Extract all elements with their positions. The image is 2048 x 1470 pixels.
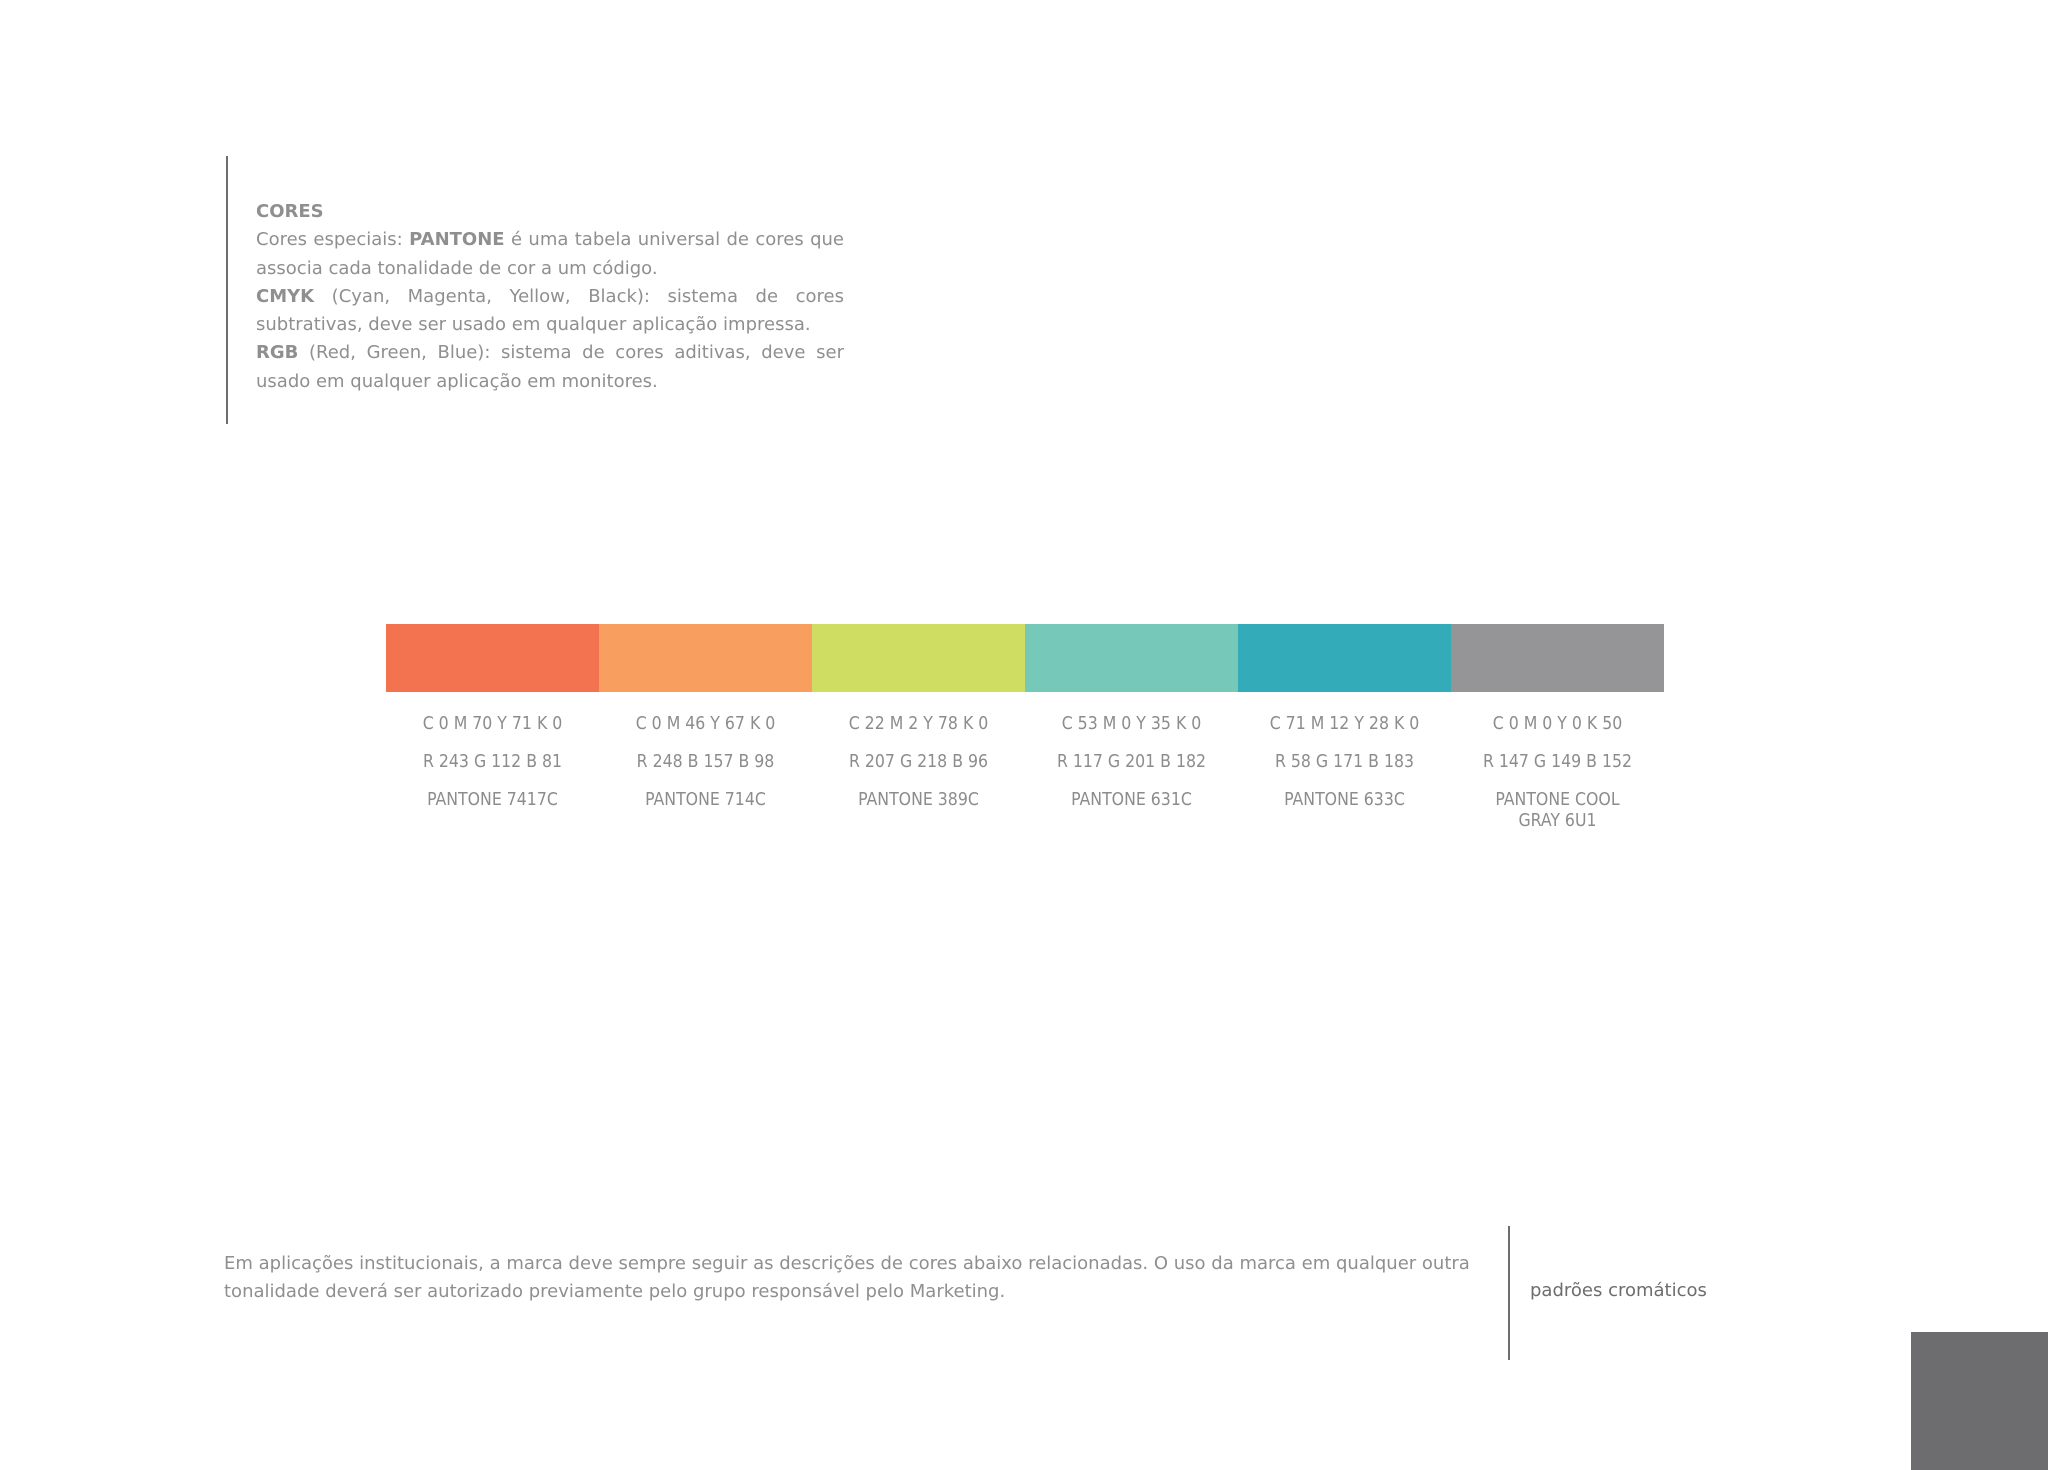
- pantone-value: PANTONE 714C: [645, 790, 766, 810]
- cmyk-value: C 53 M 0 Y 35 K 0: [1061, 714, 1202, 734]
- pantone-description: [256, 226, 844, 283]
- rgb-text: (Red, Green, Blue): sistema de cores aditivas, deve ser usado em qualquer aplicação em monitores.: [256, 342, 844, 392]
- rgb-value: R 243 G 112 B 81: [422, 752, 563, 772]
- swatch-orange: [599, 624, 812, 692]
- cmyk-term: CMYK: [256, 285, 315, 307]
- pantone-value: PANTONE 7417C: [427, 790, 558, 810]
- cmyk-text: (Cyan, Magenta, Yellow, Black): sistema de cores subtrativas, deve ser usado em qualquer aplicação impressa.: [256, 285, 844, 336]
- intro-heading: CORES: [256, 201, 324, 222]
- intro-text: [256, 198, 844, 396]
- color-spec-1: [386, 714, 599, 832]
- color-spec-5: [1238, 714, 1451, 832]
- rgb-term: RGB: [256, 342, 299, 364]
- rgb-value: R 248 B 157 B 98: [636, 752, 775, 772]
- color-spec-3: [812, 714, 1025, 832]
- pantone-term: PANTONE: [409, 229, 505, 251]
- rgb-value: R 58 G 171 B 183: [1274, 752, 1415, 772]
- section-label: padrões cromáticos: [1530, 1280, 1707, 1301]
- footer-note: Em aplicações institucionais, a marca deve sempre seguir as descrições de cores abaixo relacionadas. O uso da marca em qualquer outra tonalidade deverá ser autorizado previamente pelo grupo responsável pelo Marketing.: [224, 1253, 1470, 1302]
- cmyk-value: C 0 M 70 Y 71 K 0: [422, 714, 563, 734]
- cmyk-value: C 0 M 46 Y 67 K 0: [635, 714, 776, 734]
- pantone-value: PANTONE COOL GRAY 6U1: [1495, 790, 1620, 831]
- pantone-text: é uma tabela universal de cores que associa cada tonalidade de cor a um código.: [256, 229, 844, 279]
- pantone-value: PANTONE 633C: [1284, 790, 1405, 810]
- swatch-teal: [1238, 624, 1451, 692]
- rgb-value: R 147 G 149 B 152: [1482, 752, 1633, 772]
- pantone-prefix: Cores especiais:: [256, 229, 410, 251]
- color-spec-4: [1025, 714, 1238, 832]
- swatch-gray: [1451, 624, 1664, 692]
- color-specs: [386, 714, 1664, 832]
- cmyk-description: [256, 283, 844, 340]
- swatch-lime: [812, 624, 1025, 692]
- page-corner-block: [1911, 1332, 2048, 1470]
- footer-divider: [1508, 1226, 1510, 1360]
- color-spec-6: [1451, 714, 1664, 832]
- cmyk-value: C 22 M 2 Y 78 K 0: [848, 714, 989, 734]
- pantone-value: PANTONE 389C: [858, 790, 979, 810]
- color-swatch-bar: [386, 624, 1664, 692]
- rgb-description: [256, 339, 844, 396]
- cmyk-value: C 71 M 12 Y 28 K 0: [1269, 714, 1420, 734]
- cmyk-value: C 0 M 0 Y 0 K 50: [1492, 714, 1623, 734]
- rgb-value: R 207 G 218 B 96: [848, 752, 989, 772]
- swatch-mint: [1025, 624, 1238, 692]
- rgb-value: R 117 G 201 B 182: [1056, 752, 1207, 772]
- pantone-value: PANTONE 631C: [1071, 790, 1192, 810]
- intro-block: [226, 156, 848, 424]
- swatch-orange-red: [386, 624, 599, 692]
- color-spec-2: [599, 714, 812, 832]
